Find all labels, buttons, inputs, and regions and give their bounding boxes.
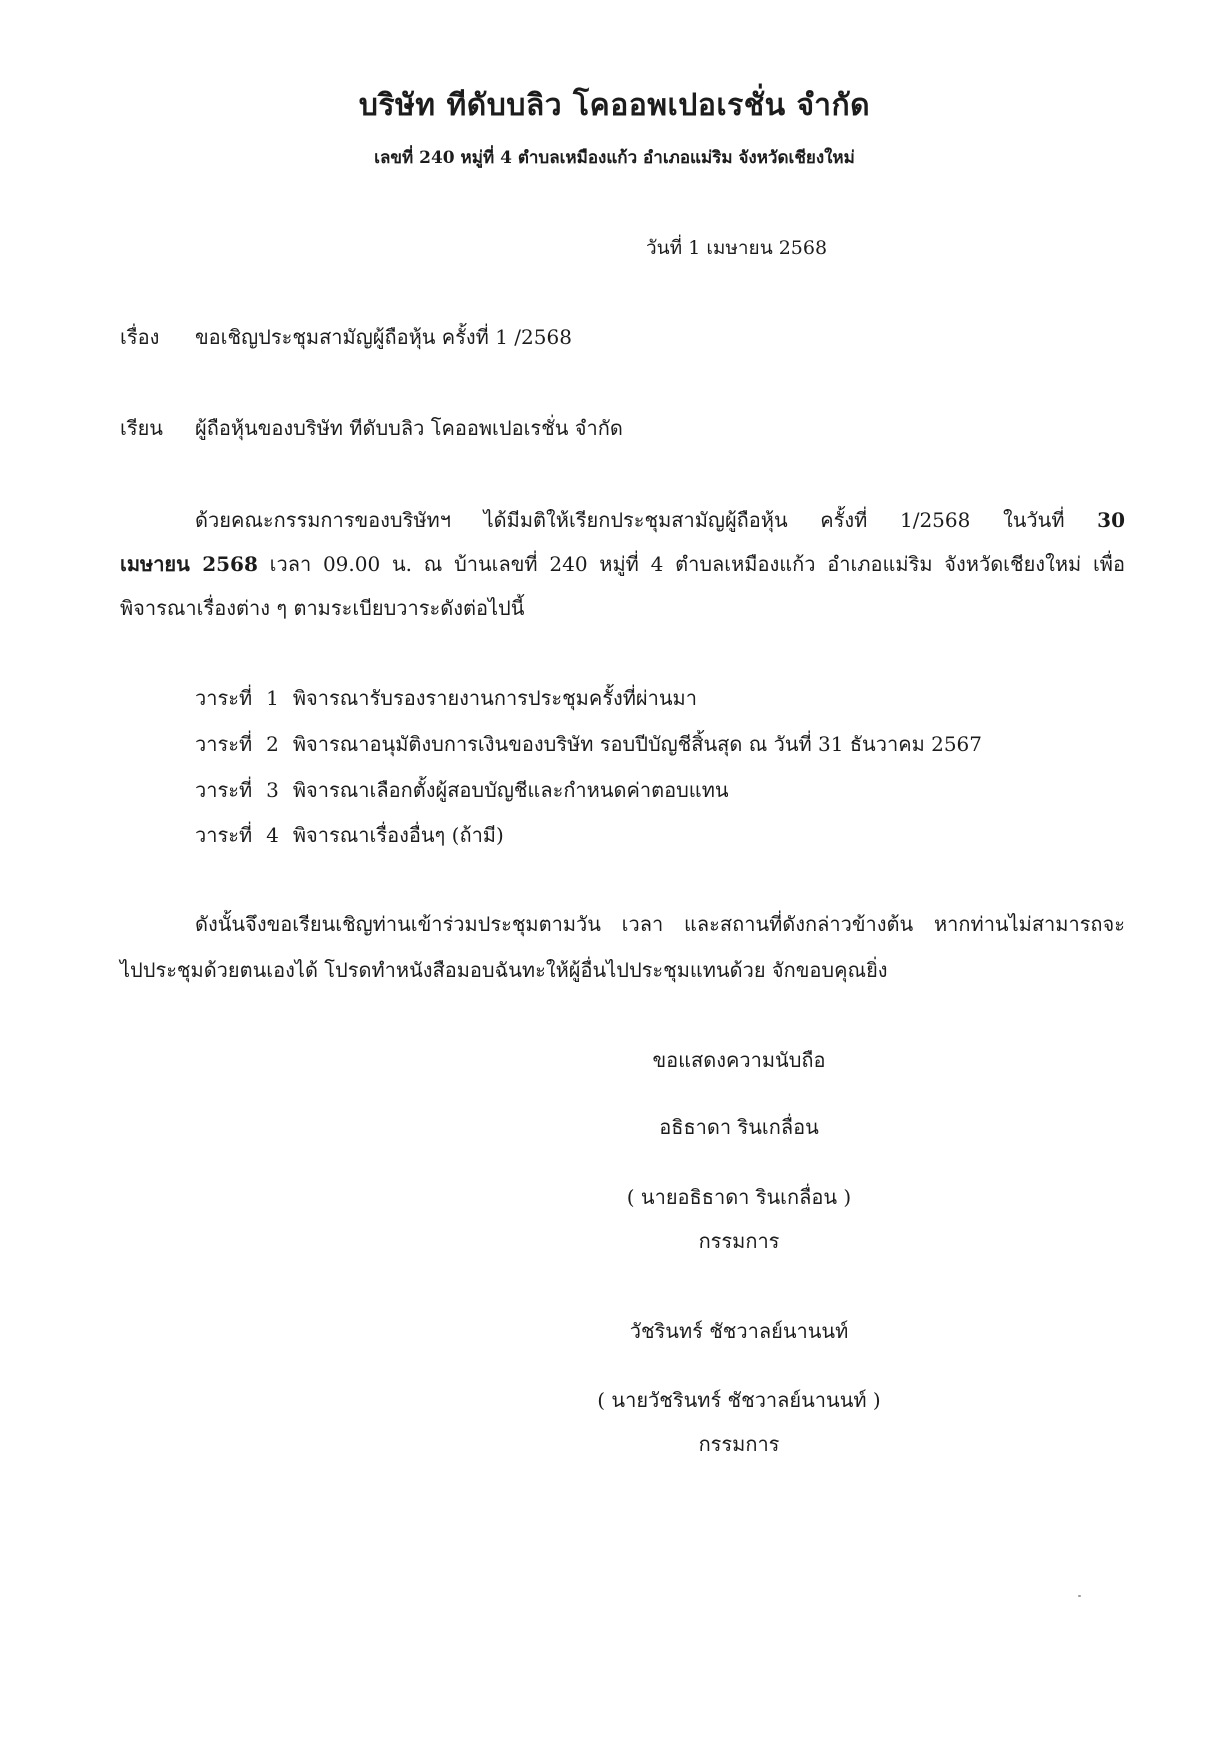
agenda-item-4 xyxy=(195,819,504,851)
signer-1-signature-text: อธิธาดา รินเกลื่อน xyxy=(659,1115,819,1139)
signer-2-title-text: กรรมการ xyxy=(698,1432,780,1456)
company-name: บริษัท ทีดับบลิว โคออพเปอเรชั่น จำกัด xyxy=(358,88,871,123)
agenda-text: พิจารณาเลือกตั้งผู้สอบบัญชีและกำหนดค่าตอบแทน xyxy=(292,778,729,802)
intro-line-1-day: 30 xyxy=(1097,508,1125,532)
subject-row xyxy=(120,321,159,353)
agenda-label: วาระที่ xyxy=(195,686,253,710)
signer-1-signature xyxy=(0,1111,1229,1143)
signer-2-name-text: ( นายวัชรินทร์ ชัชวาลย์นานนท์ ) xyxy=(597,1388,881,1412)
closing-line-2: ไปประชุมด้วยตนเองได้ โปรดทำหนังสือมอบฉันทะให้ผู้อื่นไปประชุมแทนด้วย จักขอบคุณยิ่ง xyxy=(120,958,888,982)
recipient-row xyxy=(120,412,163,444)
signer-2-signature-text: วัชรินทร์ ชัชวาลย์นานนท์ xyxy=(629,1319,849,1343)
agenda-label: วาระที่ xyxy=(195,778,253,802)
intro-meeting-date: เมษายน 2568 xyxy=(120,552,258,576)
intro-line-2-text: เวลา 09.00 น. ณ บ้านเลขที่ 240 หมู่ที่ 4 ตำบลเหมืองแก้ว อำเภอแม่ริม จังหวัดเชียงใหม่ เพื่อ xyxy=(269,552,1125,576)
intro-line-1-text: ด้วยคณะกรรมการของบริษัทฯ ได้มีมติให้เรียกประชุมสามัญผู้ถือหุ้น ครั้งที่ 1/2568 ในวันที่ xyxy=(195,508,1065,532)
scan-speck xyxy=(1078,1595,1081,1597)
agenda-label: วาระที่ xyxy=(195,823,253,847)
signer-1-name xyxy=(0,1181,1229,1213)
subject-value: ขอเชิญประชุมสามัญผู้ถือหุ้น ครั้งที่ 1 /2568 xyxy=(195,325,572,349)
signer-2-signature xyxy=(0,1315,1229,1347)
agenda-number: 4 xyxy=(266,823,279,847)
agenda-text: พิจารณาเรื่องอื่นๆ (ถ้ามี) xyxy=(292,823,504,847)
signer-2-title xyxy=(0,1428,1229,1460)
agenda-number: 3 xyxy=(266,778,279,802)
agenda-item-2 xyxy=(195,728,982,760)
letter-date: วันที่ 1 เมษายน 2568 xyxy=(646,237,828,259)
subject-label: เรื่อง xyxy=(120,325,160,349)
agenda-text: พิจารณาอนุมัติงบการเงินของบริษัท รอบปีบัญชีสิ้นสุด ณ วันที่ 31 ธันวาคม 2567 xyxy=(292,732,983,756)
signer-1-title xyxy=(0,1225,1229,1257)
company-address: เลขที่ 240 หมู่ที่ 4 ตำบลเหมืองแก้ว อำเภอแม่ริม จังหวัดเชียงใหม่ xyxy=(374,148,855,168)
recipient-label: เรียน xyxy=(120,416,163,440)
agenda-text: พิจารณารับรองรายงานการประชุมครั้งที่ผ่านมา xyxy=(292,686,697,710)
agenda-number: 2 xyxy=(266,732,279,756)
intro-line-2 xyxy=(120,548,1125,580)
signer-1-name-text: ( นายอธิธาดา รินเกลื่อน ) xyxy=(626,1185,852,1209)
recipient-value: ผู้ถือหุ้นของบริษัท ทีดับบลิว โคออพเปอเรชั่น จำกัด xyxy=(195,416,623,440)
agenda-item-3 xyxy=(195,774,729,806)
agenda-item-1 xyxy=(195,682,697,714)
signer-2-name xyxy=(0,1384,1229,1416)
intro-line-3: พิจารณาเรื่องต่าง ๆ ตามระเบียบวาระดังต่อไปนี้ xyxy=(120,596,525,620)
signer-1-title-text: กรรมการ xyxy=(698,1229,780,1253)
intro-line-1 xyxy=(195,504,1125,536)
signature-block-regards xyxy=(0,1044,1229,1076)
regards-text: ขอแสดงความนับถือ xyxy=(652,1048,826,1072)
agenda-number: 1 xyxy=(266,686,279,710)
closing-line-1: ดังนั้นจึงขอเรียนเชิญท่านเข้าร่วมประชุมตามวัน เวลา และสถานที่ดังกล่าวข้างต้น หากท่านไม่สามารถจะ xyxy=(195,912,1125,936)
agenda-label: วาระที่ xyxy=(195,732,253,756)
